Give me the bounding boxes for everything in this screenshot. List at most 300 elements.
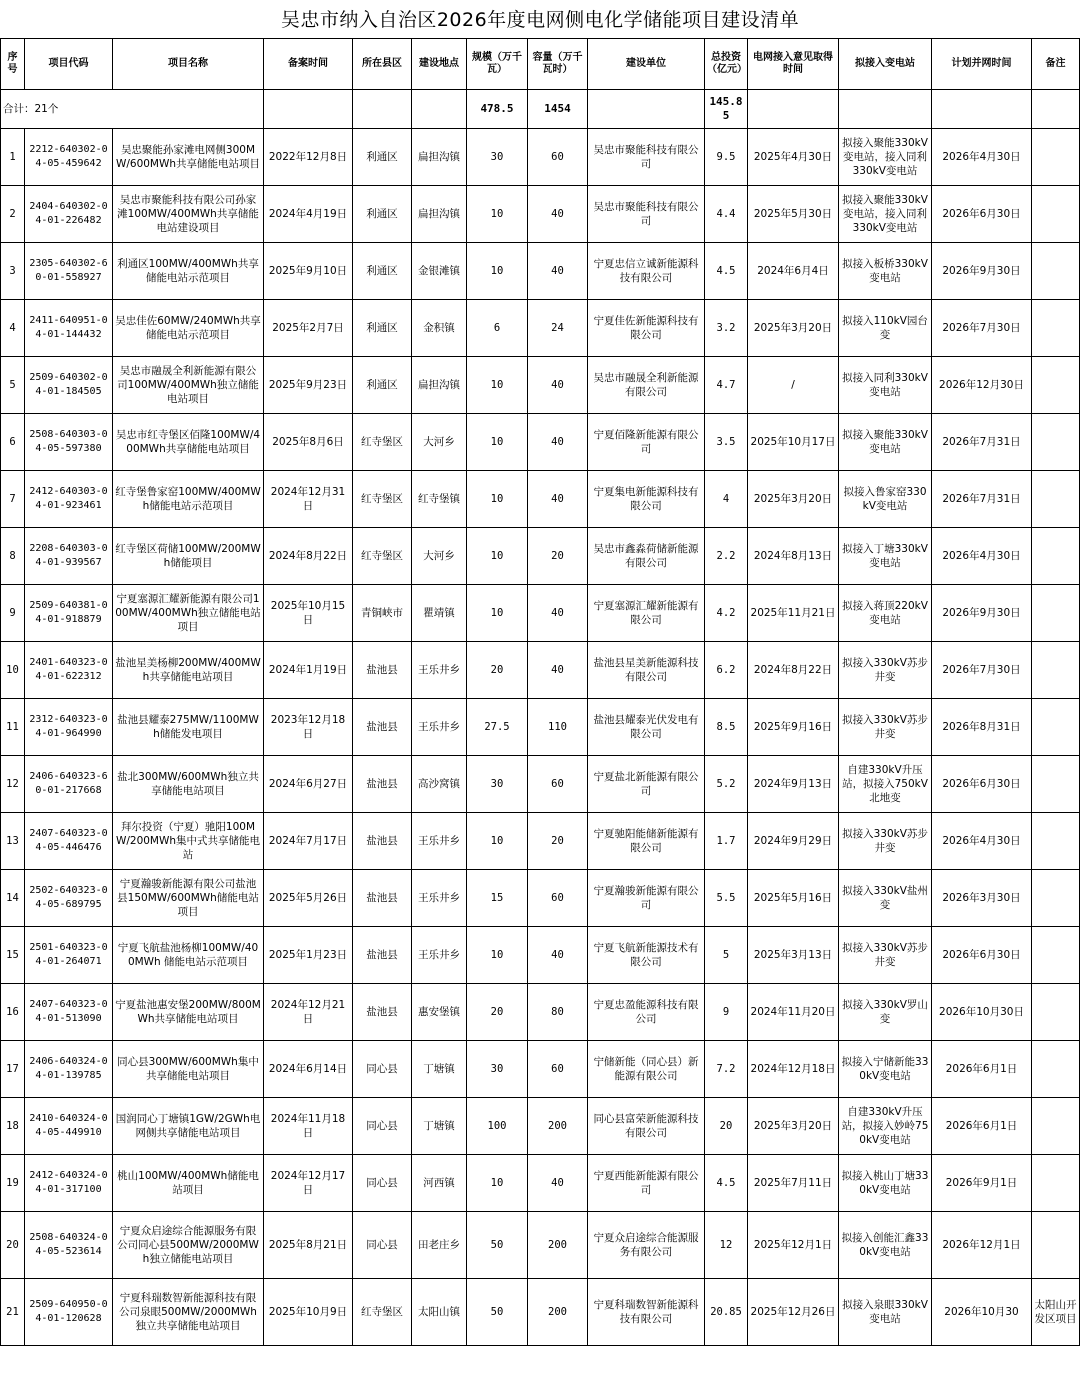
cell-substation: 拟接入110kV园台变 [839, 300, 932, 357]
cell-invest: 6.2 [705, 642, 748, 699]
cell-site: 王乐井乡 [412, 642, 467, 699]
cell-plan: 2026年12月30日 [932, 357, 1032, 414]
cell-name: 桃山100MW/400MWh储能电站项目 [113, 1155, 264, 1212]
table-row [1, 984, 1080, 1041]
cell-county: 青铜峡市 [353, 585, 412, 642]
cell-no: 8 [1, 528, 25, 585]
cell-note [1032, 1155, 1080, 1212]
cell-scale: 10 [467, 813, 528, 870]
cell-note: 太阳山开发区项目 [1032, 1279, 1080, 1346]
cell-name: 宁夏塞源汇耀新能源有限公司100MW/400MWh独立储能电站项目 [113, 585, 264, 642]
cell-filed: 2025年8月21日 [264, 1212, 353, 1279]
cell-filed: 2024年8月22日 [264, 528, 353, 585]
cell-code: 2407-640323-04-05-446476 [25, 813, 113, 870]
cell-scale: 10 [467, 186, 528, 243]
cell-name: 同心县300MW/600MWh集中共享储能电站项目 [113, 1041, 264, 1098]
total-investment: 145.85 [705, 90, 748, 129]
cell-county: 利通区 [353, 243, 412, 300]
cell-county: 利通区 [353, 300, 412, 357]
cell-capacity: 40 [528, 414, 588, 471]
cell-grid-time: 2025年3月20日 [748, 300, 839, 357]
cell-filed: 2024年7月17日 [264, 813, 353, 870]
cell-scale: 20 [467, 984, 528, 1041]
table-row [1, 870, 1080, 927]
total-row [1, 90, 1080, 129]
cell-name: 宁夏飞航盐池杨柳100MW/400MWh 储能电站示范项目 [113, 927, 264, 984]
cell-site: 大河乡 [412, 414, 467, 471]
cell-plan: 2026年8月31日 [932, 699, 1032, 756]
cell-filed: 2025年8月6日 [264, 414, 353, 471]
table-row [1, 129, 1080, 186]
cell-substation: 拟接入蒋顶220kV变电站 [839, 585, 932, 642]
cell-builder: 宁夏驰阳能储新能源有限公司 [588, 813, 705, 870]
cell-note [1032, 927, 1080, 984]
cell-filed: 2024年12月17日 [264, 1155, 353, 1212]
col-header-name: 项目名称 [113, 39, 264, 90]
cell-capacity: 110 [528, 699, 588, 756]
cell-invest: 8.5 [705, 699, 748, 756]
cell-grid-time: 2025年11月21日 [748, 585, 839, 642]
cell-no: 15 [1, 927, 25, 984]
table-row [1, 243, 1080, 300]
cell-substation: 拟接入聚能330kV变电站 [839, 414, 932, 471]
cell-note [1032, 1098, 1080, 1155]
table-row [1, 756, 1080, 813]
col-header-note: 备注 [1032, 39, 1080, 90]
table-row [1, 1098, 1080, 1155]
cell-substation: 拟接入330kV苏步井变 [839, 699, 932, 756]
cell-invest: 4.2 [705, 585, 748, 642]
cell-scale: 30 [467, 1041, 528, 1098]
cell-substation: 拟接入330kV盐州变 [839, 870, 932, 927]
cell-invest: 12 [705, 1212, 748, 1279]
cell-builder: 吴忠市聚能科技有限公司 [588, 129, 705, 186]
cell-code: 2412-640324-04-01-317100 [25, 1155, 113, 1212]
cell-code: 2401-640323-04-01-622312 [25, 642, 113, 699]
cell-no: 20 [1, 1212, 25, 1279]
cell-grid-time: 2025年5月30日 [748, 186, 839, 243]
cell-builder: 盐池县耀泰光伏发电有限公司 [588, 699, 705, 756]
cell-no: 11 [1, 699, 25, 756]
col-header-site: 建设地点 [412, 39, 467, 90]
cell-name: 盐池县耀泰275MW/1100MWh储能发电项目 [113, 699, 264, 756]
total-empty [412, 90, 467, 129]
cell-scale: 10 [467, 471, 528, 528]
cell-scale: 10 [467, 357, 528, 414]
cell-capacity: 40 [528, 1155, 588, 1212]
cell-filed: 2024年6月14日 [264, 1041, 353, 1098]
cell-capacity: 60 [528, 870, 588, 927]
cell-filed: 2024年6月27日 [264, 756, 353, 813]
cell-invest: 20 [705, 1098, 748, 1155]
cell-plan: 2026年4月30日 [932, 813, 1032, 870]
cell-code: 2212-640302-04-05-459642 [25, 129, 113, 186]
cell-scale: 100 [467, 1098, 528, 1155]
cell-plan: 2026年10月30日 [932, 984, 1032, 1041]
cell-invest: 4.7 [705, 357, 748, 414]
cell-plan: 2026年7月30日 [932, 300, 1032, 357]
cell-site: 王乐井乡 [412, 870, 467, 927]
cell-plan: 2026年12月1日 [932, 1212, 1032, 1279]
col-header-grid-time: 电网接入意见取得时间 [748, 39, 839, 90]
cell-site: 丁塘镇 [412, 1098, 467, 1155]
cell-invest: 5 [705, 927, 748, 984]
cell-name: 吴忠聚能孙家滩电网侧300MW/600MWh共享储能电站项目 [113, 129, 264, 186]
cell-invest: 5.2 [705, 756, 748, 813]
cell-code: 2407-640323-04-01-513090 [25, 984, 113, 1041]
cell-no: 14 [1, 870, 25, 927]
cell-substation: 拟接入板桥330kV变电站 [839, 243, 932, 300]
cell-no: 10 [1, 642, 25, 699]
cell-scale: 50 [467, 1279, 528, 1346]
cell-no: 3 [1, 243, 25, 300]
cell-county: 盐池县 [353, 870, 412, 927]
cell-site: 河西镇 [412, 1155, 467, 1212]
cell-builder: 吴忠市聚能科技有限公司 [588, 186, 705, 243]
cell-scale: 10 [467, 243, 528, 300]
table-row [1, 927, 1080, 984]
cell-substation: 拟接入330kV罗山变 [839, 984, 932, 1041]
cell-substation: 拟接入330kV苏步井变 [839, 813, 932, 870]
cell-site: 太阳山镇 [412, 1279, 467, 1346]
cell-capacity: 60 [528, 129, 588, 186]
cell-builder: 宁夏瀚骏新能源有限公司 [588, 870, 705, 927]
cell-name: 宁夏众启途综合能源服务有限公司同心县500MW/2000MWh独立储能电站项目 [113, 1212, 264, 1279]
cell-no: 18 [1, 1098, 25, 1155]
cell-scale: 50 [467, 1212, 528, 1279]
cell-capacity: 200 [528, 1098, 588, 1155]
cell-county: 利通区 [353, 129, 412, 186]
cell-grid-time: 2024年12月18日 [748, 1041, 839, 1098]
cell-note [1032, 300, 1080, 357]
cell-county: 盐池县 [353, 927, 412, 984]
table-row [1, 528, 1080, 585]
cell-substation: 拟接入泉眼330kV变电站 [839, 1279, 932, 1346]
cell-builder: 盐池县星美新能源科技有限公司 [588, 642, 705, 699]
cell-site: 高沙窝镇 [412, 756, 467, 813]
cell-builder: 宁夏忠信立诚新能源科技有限公司 [588, 243, 705, 300]
cell-note [1032, 1212, 1080, 1279]
cell-site: 丁塘镇 [412, 1041, 467, 1098]
cell-no: 6 [1, 414, 25, 471]
cell-grid-time: 2025年9月16日 [748, 699, 839, 756]
cell-filed: 2025年2月7日 [264, 300, 353, 357]
col-header-builder: 建设单位 [588, 39, 705, 90]
cell-note [1032, 756, 1080, 813]
cell-builder: 宁夏盐北新能源有限公司 [588, 756, 705, 813]
cell-name: 盐池星美杨柳200MW/400MWh共享储能电站项目 [113, 642, 264, 699]
cell-capacity: 200 [528, 1212, 588, 1279]
cell-scale: 10 [467, 1155, 528, 1212]
cell-no: 9 [1, 585, 25, 642]
cell-name: 利通区100MW/400MWh共享储能电站示范项目 [113, 243, 264, 300]
cell-builder: 宁夏塞源汇耀新能源有限公司 [588, 585, 705, 642]
cell-note [1032, 642, 1080, 699]
cell-county: 盐池县 [353, 699, 412, 756]
cell-name: 红寺堡鲁家窑100MW/400MWh储能电站示范项目 [113, 471, 264, 528]
cell-capacity: 60 [528, 1041, 588, 1098]
cell-county: 红寺堡区 [353, 414, 412, 471]
cell-site: 王乐井乡 [412, 699, 467, 756]
cell-substation: 拟接入丁塘330kV变电站 [839, 528, 932, 585]
cell-filed: 2024年12月31日 [264, 471, 353, 528]
table-row [1, 699, 1080, 756]
cell-substation: 拟接入聚能330kV变电站，接入同利330kV变电站 [839, 129, 932, 186]
table-row [1, 186, 1080, 243]
cell-builder: 宁夏众启途综合能源服务有限公司 [588, 1212, 705, 1279]
cell-name: 拜尔投资（宁夏）驰阳100MW/200MWh集中式共享储能电站 [113, 813, 264, 870]
cell-county: 红寺堡区 [353, 528, 412, 585]
table-row [1, 642, 1080, 699]
cell-substation: 自建330kV升压站，拟接入750kV北地变 [839, 756, 932, 813]
cell-name: 吴忠市融晟全利新能源有限公司100MW/400MWh独立储能电站项目 [113, 357, 264, 414]
col-header-substation: 拟接入变电站 [839, 39, 932, 90]
cell-county: 同心县 [353, 1155, 412, 1212]
cell-invest: 9.5 [705, 129, 748, 186]
table-row [1, 357, 1080, 414]
cell-note [1032, 186, 1080, 243]
cell-plan: 2026年6月30日 [932, 756, 1032, 813]
cell-plan: 2026年9月30日 [932, 585, 1032, 642]
col-header-filed: 备案时间 [264, 39, 353, 90]
col-header-county: 所在县区 [353, 39, 412, 90]
cell-code: 2502-640323-04-05-689795 [25, 870, 113, 927]
cell-invest: 20.85 [705, 1279, 748, 1346]
cell-capacity: 80 [528, 984, 588, 1041]
cell-filed: 2023年12月18日 [264, 699, 353, 756]
cell-note [1032, 585, 1080, 642]
cell-invest: 4.4 [705, 186, 748, 243]
cell-county: 盐池县 [353, 984, 412, 1041]
cell-code: 2509-640950-04-01-120628 [25, 1279, 113, 1346]
cell-grid-time: 2025年3月20日 [748, 1098, 839, 1155]
cell-invest: 2.2 [705, 528, 748, 585]
cell-plan: 2026年4月30日 [932, 528, 1032, 585]
cell-site: 红寺堡镇 [412, 471, 467, 528]
cell-code: 2404-640302-04-01-226482 [25, 186, 113, 243]
cell-grid-time: 2025年10月17日 [748, 414, 839, 471]
cell-capacity: 20 [528, 528, 588, 585]
col-header-no: 序号 [1, 39, 25, 90]
total-empty [839, 90, 932, 129]
cell-filed: 2024年11月18日 [264, 1098, 353, 1155]
cell-code: 2312-640323-04-01-964990 [25, 699, 113, 756]
cell-filed: 2025年10月9日 [264, 1279, 353, 1346]
cell-note [1032, 813, 1080, 870]
cell-builder: 宁夏集电新能源科技有限公司 [588, 471, 705, 528]
cell-county: 红寺堡区 [353, 1279, 412, 1346]
cell-plan: 2026年3月30日 [932, 870, 1032, 927]
cell-no: 2 [1, 186, 25, 243]
cell-plan: 2026年7月30日 [932, 642, 1032, 699]
cell-note [1032, 414, 1080, 471]
cell-site: 扁担沟镇 [412, 357, 467, 414]
cell-invest: 4 [705, 471, 748, 528]
table-row [1, 471, 1080, 528]
cell-site: 大河乡 [412, 528, 467, 585]
table-row [1, 414, 1080, 471]
cell-filed: 2024年4月19日 [264, 186, 353, 243]
cell-capacity: 40 [528, 186, 588, 243]
cell-county: 红寺堡区 [353, 471, 412, 528]
cell-invest: 3.2 [705, 300, 748, 357]
cell-site: 惠安堡镇 [412, 984, 467, 1041]
cell-site: 金积镇 [412, 300, 467, 357]
cell-filed: 2025年9月10日 [264, 243, 353, 300]
cell-builder: 同心县富荣新能源科技有限公司 [588, 1098, 705, 1155]
cell-no: 7 [1, 471, 25, 528]
cell-capacity: 40 [528, 243, 588, 300]
cell-invest: 5.5 [705, 870, 748, 927]
cell-code: 2410-640324-04-05-449910 [25, 1098, 113, 1155]
cell-county: 同心县 [353, 1098, 412, 1155]
cell-name: 宁夏盐池惠安堡200MW/800MWh共享储能电站项目 [113, 984, 264, 1041]
cell-code: 2509-640381-04-01-918879 [25, 585, 113, 642]
cell-invest: 4.5 [705, 1155, 748, 1212]
cell-capacity: 20 [528, 813, 588, 870]
cell-site: 瞿靖镇 [412, 585, 467, 642]
cell-grid-time: 2024年9月29日 [748, 813, 839, 870]
cell-note [1032, 357, 1080, 414]
table-row [1, 1155, 1080, 1212]
total-empty [588, 90, 705, 129]
cell-substation: 自建330kV升压站，拟接入妙岭750kV变电站 [839, 1098, 932, 1155]
cell-scale: 15 [467, 870, 528, 927]
cell-grid-time: 2025年12月26日 [748, 1279, 839, 1346]
cell-note [1032, 699, 1080, 756]
cell-county: 利通区 [353, 357, 412, 414]
cell-note [1032, 870, 1080, 927]
cell-grid-time: 2025年7月11日 [748, 1155, 839, 1212]
cell-capacity: 24 [528, 300, 588, 357]
cell-capacity: 40 [528, 585, 588, 642]
total-empty [264, 90, 353, 129]
cell-note [1032, 129, 1080, 186]
cell-invest: 9 [705, 984, 748, 1041]
cell-site: 扁担沟镇 [412, 186, 467, 243]
cell-builder: 吴忠市融晟全利新能源有限公司 [588, 357, 705, 414]
cell-plan: 2026年6月30日 [932, 927, 1032, 984]
cell-plan: 2026年9月1日 [932, 1155, 1032, 1212]
table-row [1, 300, 1080, 357]
cell-substation: 拟接入同利330kV变电站 [839, 357, 932, 414]
cell-filed: 2025年9月23日 [264, 357, 353, 414]
col-header-scale: 规模（万千瓦） [467, 39, 528, 90]
cell-substation: 拟接入鲁家窑330kV变电站 [839, 471, 932, 528]
cell-county: 盐池县 [353, 813, 412, 870]
cell-site: 田老庄乡 [412, 1212, 467, 1279]
cell-site: 金银滩镇 [412, 243, 467, 300]
cell-capacity: 40 [528, 471, 588, 528]
table-row [1, 1212, 1080, 1279]
cell-note [1032, 528, 1080, 585]
cell-name: 吴忠佳佐60MW/240MWh共享储能电站示范项目 [113, 300, 264, 357]
cell-scale: 27.5 [467, 699, 528, 756]
cell-substation: 拟接入聚能330kV变电站，接入同利330kV变电站 [839, 186, 932, 243]
cell-filed: 2025年1月23日 [264, 927, 353, 984]
cell-builder: 宁夏科瑞数智新能源科技有限公司 [588, 1279, 705, 1346]
cell-filed: 2024年12月21日 [264, 984, 353, 1041]
cell-name: 红寺堡区荷储100MW/200MWh储能项目 [113, 528, 264, 585]
cell-code: 2406-640323-60-01-217668 [25, 756, 113, 813]
cell-substation: 拟接入330kV苏步井变 [839, 927, 932, 984]
cell-capacity: 40 [528, 927, 588, 984]
cell-builder: 宁夏飞航新能源技术有限公司 [588, 927, 705, 984]
cell-grid-time: 2025年12月1日 [748, 1212, 839, 1279]
cell-code: 2305-640302-60-01-558927 [25, 243, 113, 300]
cell-scale: 10 [467, 927, 528, 984]
cell-plan: 2026年7月31日 [932, 414, 1032, 471]
cell-county: 利通区 [353, 186, 412, 243]
cell-grid-time: 2025年5月16日 [748, 870, 839, 927]
cell-code: 2411-640951-04-01-144432 [25, 300, 113, 357]
cell-scale: 30 [467, 756, 528, 813]
cell-no: 21 [1, 1279, 25, 1346]
cell-plan: 2026年6月1日 [932, 1041, 1032, 1098]
table-row [1, 585, 1080, 642]
cell-name: 吴忠市红寺堡区佰隆100MW/400MWh共享储能电站项目 [113, 414, 264, 471]
cell-builder: 宁夏西能新能源有限公司 [588, 1155, 705, 1212]
cell-filed: 2022年12月8日 [264, 129, 353, 186]
col-header-invest: 总投资（亿元） [705, 39, 748, 90]
total-label: 合计：21个 [1, 90, 264, 129]
cell-name: 盐北300MW/600MWh独立共享储能电站项目 [113, 756, 264, 813]
cell-capacity: 60 [528, 756, 588, 813]
cell-invest: 4.5 [705, 243, 748, 300]
col-header-code: 项目代码 [25, 39, 113, 90]
cell-code: 2501-640323-04-01-264071 [25, 927, 113, 984]
cell-county: 盐池县 [353, 642, 412, 699]
cell-substation: 拟接入宁储新能330kV变电站 [839, 1041, 932, 1098]
cell-code: 2208-640303-04-01-939567 [25, 528, 113, 585]
cell-site: 王乐井乡 [412, 813, 467, 870]
cell-no: 19 [1, 1155, 25, 1212]
cell-name: 宁夏科瑞数智新能源科技有限公司泉眼500MW/2000MWh独立共享储能电站项目 [113, 1279, 264, 1346]
col-header-capacity: 容量（万千瓦时） [528, 39, 588, 90]
cell-grid-time: 2024年9月13日 [748, 756, 839, 813]
cell-invest: 1.7 [705, 813, 748, 870]
cell-plan: 2026年10月30 [932, 1279, 1032, 1346]
cell-code: 2508-640303-04-05-597380 [25, 414, 113, 471]
cell-name: 宁夏瀚骏新能源有限公司盐池县150MW/600MWh储能电站项目 [113, 870, 264, 927]
col-header-plan: 计划并网时间 [932, 39, 1032, 90]
total-empty [1032, 90, 1080, 129]
cell-filed: 2024年1月19日 [264, 642, 353, 699]
project-table [0, 38, 1080, 1346]
cell-filed: 2025年10月15日 [264, 585, 353, 642]
page-title: 吴忠市纳入自治区2026年度电网侧电化学储能项目建设清单 [280, 9, 800, 31]
cell-scale: 10 [467, 414, 528, 471]
cell-plan: 2026年6月1日 [932, 1098, 1032, 1155]
cell-note [1032, 471, 1080, 528]
cell-code: 2509-640302-04-01-184505 [25, 357, 113, 414]
cell-scale: 10 [467, 528, 528, 585]
cell-capacity: 40 [528, 642, 588, 699]
cell-scale: 6 [467, 300, 528, 357]
cell-substation: 拟接入桃山丁塘330kV变电站 [839, 1155, 932, 1212]
cell-no: 13 [1, 813, 25, 870]
cell-no: 1 [1, 129, 25, 186]
cell-grid-time: 2024年8月13日 [748, 528, 839, 585]
cell-scale: 20 [467, 642, 528, 699]
cell-note [1032, 984, 1080, 1041]
cell-grid-time: 2024年6月4日 [748, 243, 839, 300]
total-capacity: 1454 [528, 90, 588, 129]
cell-plan: 2026年6月30日 [932, 186, 1032, 243]
table-row [1, 813, 1080, 870]
cell-substation: 拟接入创能汇鑫330kV变电站 [839, 1212, 932, 1279]
cell-builder: 吴忠市鑫淼荷储新能源有限公司 [588, 528, 705, 585]
